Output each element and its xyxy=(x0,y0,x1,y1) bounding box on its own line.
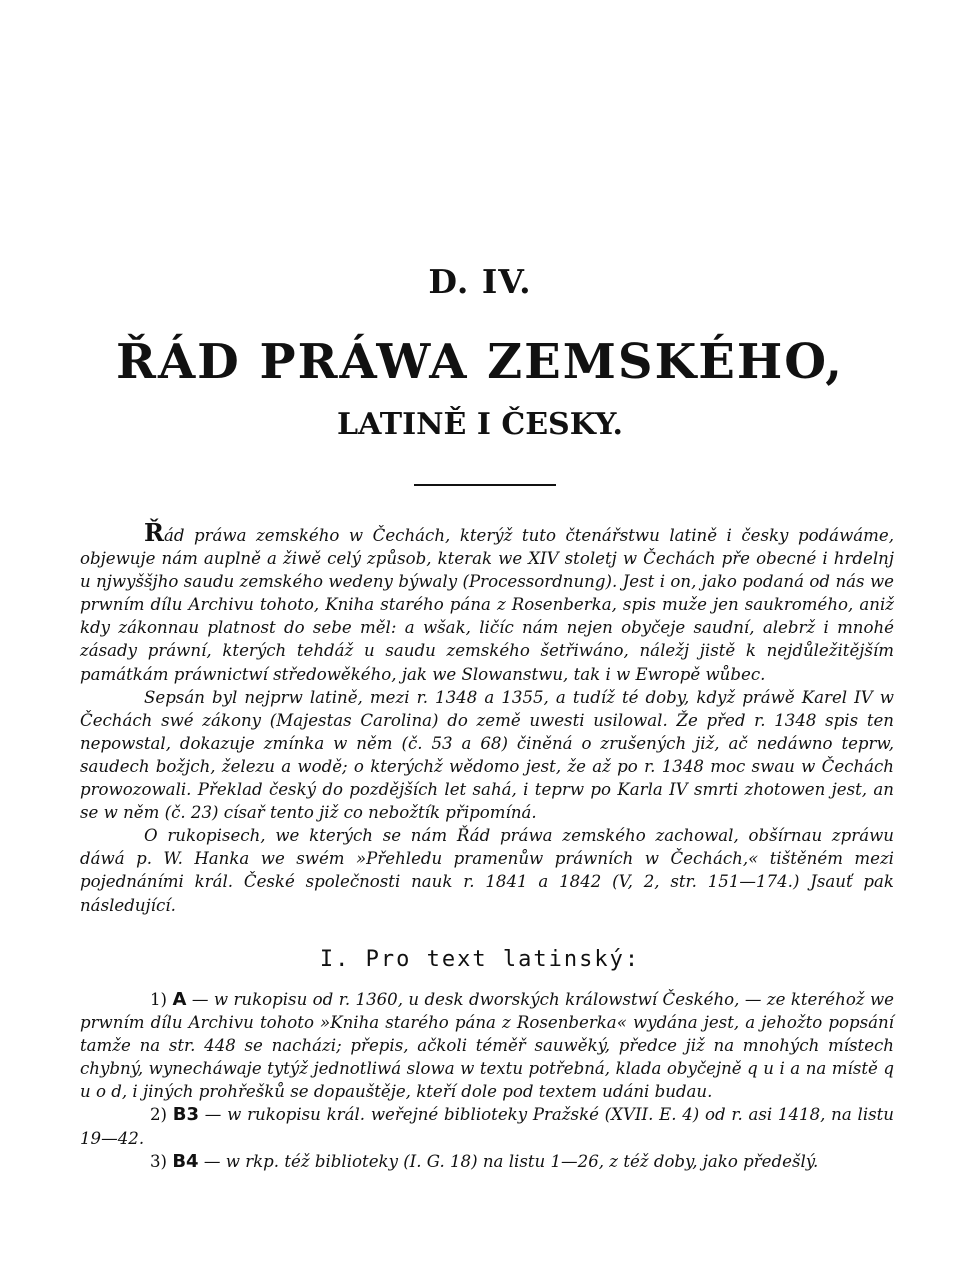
item-number: 2) xyxy=(150,1105,168,1125)
item-number: 1) xyxy=(150,990,168,1009)
manuscript-siglum: B3 xyxy=(172,1104,200,1126)
section-heading: I. Pro text latinský: xyxy=(319,947,641,972)
page-subtitle: LATINĚ I ČESKY. xyxy=(337,407,623,442)
item-text: — w rkp. též biblioteky (I. G. 18) na listu 1—26, z též doby, jako předešlý. xyxy=(198,1151,819,1171)
page-title: ŘÁD PRÁWA ZEMSKÉHO, xyxy=(116,334,844,390)
item-text: — w rukopisu od r. 1360, u desk dworských králowstwí Českého, — ze kteréhož we prwním dílu Archivu tohoto »Kniha starého pána z Rosenberka« wydána jest, a jehožto popsání tamže na str. 448 se nacházi; přepis, ačkoli téměř sauwěký, předce již na mnohých místech chybný, wynecháwaje tytýž jednotliwá slowa w textu potřebná, klada obyčejně q u i a na místě q u o d, i jiných prohřešků se dopauštěje, kteří dole pod textem udáni budau. xyxy=(80,990,894,1102)
list-item xyxy=(80,988,894,1103)
manuscript-siglum: A xyxy=(172,989,187,1010)
intro-paragraph-1 xyxy=(80,518,894,686)
intro-text xyxy=(80,518,894,917)
item-number: 3) xyxy=(150,1151,168,1171)
drop-cap: Ř xyxy=(144,518,164,547)
intro-paragraph-1-text: ád práwa zemského w Čechách, kterýž tuto čtenářstwu latině i česky podáwáme, obјewuje nám auplně a žiwě celý způsob, kterak we XIV stoletj w Čechách pře obecné i hrdelnj u njwyššjho saudu zemského wedeny býwaly (Processordnung). Jest i on, jako podaná od nás we prwním dílu Archivu tohoto, Kniha starého pána z Rosenberka, spis muže jen saukromého, aniž kdy zákonnau platnost do sebe měl: a wšak, ličíc nám nejen obyčeje saudní, alebrž i mnohé zásady práwní, kterých tehdáž u saudu zemského šetřiwáno, náležj jistě k nejdůležitějším památkám práwnictwí středowěkého, jak we Slowanstwu, tak i w Ewropě wůbec. xyxy=(80,526,894,684)
chapter-number: D. IV. xyxy=(428,262,532,301)
title-divider xyxy=(414,484,556,486)
intro-paragraph-3: O rukopisech, we kterých se nám Řád práwa zemského zachowal, obšírnau zpráwu dáwá p. W. Hanka we swém »Přehledu pramenůw práwních w Čechách,« tištěném mezi pojednáními král. České společnosti nauk r. 1841 a 1842 (V, 2, str. 151—174.) Jsauť pak následující. xyxy=(80,826,894,915)
item-text: — w rukopisu král. weřejné biblioteky Pražské (XVII. E. 4) od r. asi 1418, na listu 19—42. xyxy=(80,1105,894,1148)
manuscript-siglum: B4 xyxy=(172,1150,199,1172)
manuscript-list xyxy=(80,988,894,1173)
intro-paragraph-2: Sepsán byl nejprw latině, mezi r. 1348 a 1355, a tudíž té doby, když práwě Karel IV w Čechách swé zákony (Majestas Carolina) do země uwesti usilowal. Že před r. 1348 spis ten nepowstal, dokazuje zmínka w něm (č. 53 a 68) činěná o zrušených již, ač nedáwno teprw, saudech božjch, železu a wodě; o kterýchž wědomo jest, že až po r. 1348 moc swau w Čechách prowozowali. Překlad český do pozdějších let sahá, i teprw po Karla IV smrti zhotowen jest, an se w něm (č. 23) císař tento již co nebožtík připomíná. xyxy=(80,687,894,823)
list-item xyxy=(80,1150,894,1173)
list-item xyxy=(80,1103,894,1149)
